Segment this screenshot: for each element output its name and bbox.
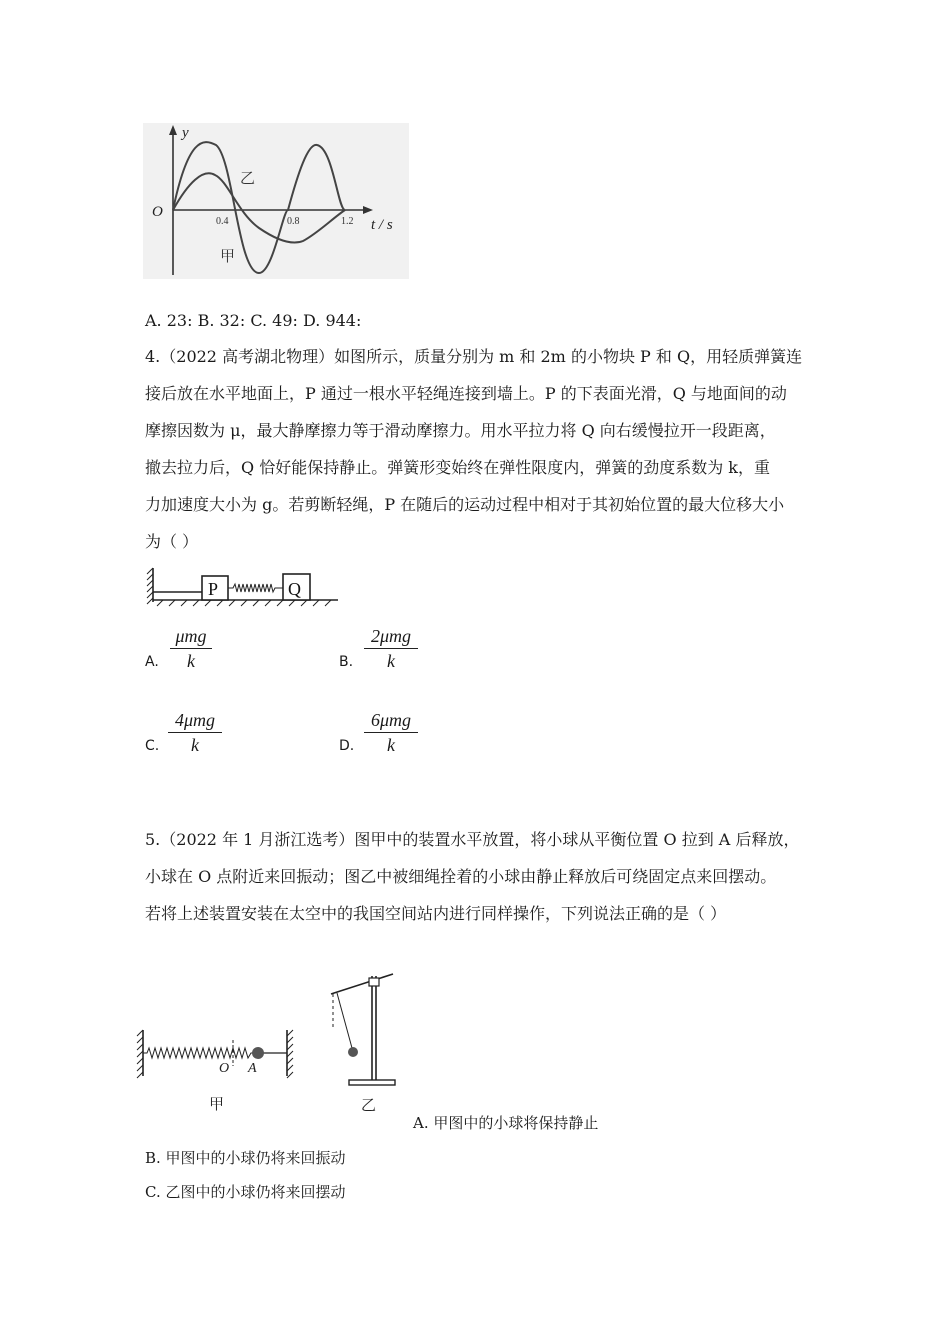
q4-option-d-fraction xyxy=(364,708,418,757)
q5-option-c: C. 乙图中的小球仍将来回摆动 xyxy=(145,1183,346,1201)
q4-line-6: 为（ ） xyxy=(145,532,199,551)
tick-label: 1.2 xyxy=(341,216,354,227)
stand-base xyxy=(349,1080,395,1085)
graph-background xyxy=(143,123,409,279)
q4-line-2: 接后放在水平地面上，P 通过一根水平轻绳连接到墙上。P 的下表面光滑，Q 与地面间的动 xyxy=(145,384,787,403)
clamp xyxy=(369,978,379,986)
q4-option-b-fraction xyxy=(364,624,418,673)
pendulum-ball xyxy=(348,1047,358,1057)
fraction-denominator: k xyxy=(387,735,395,755)
q5-line-1: 5.（2022 年 1 月浙江选考）图甲中的装置水平放置，将小球从平衡位置 O 拉到 A 后释放， xyxy=(145,830,800,849)
fraction-numerator: 6μmg xyxy=(364,708,418,733)
q4-line-5: 力加速度大小为 g。若剪断轻绳，P 在随后的运动过程中相对于其初始位置的最大位移大小 xyxy=(145,495,785,514)
fraction-numerator: 2μmg xyxy=(364,624,418,649)
fraction-denominator: k xyxy=(187,651,195,671)
q4-option-d-label: D. xyxy=(339,738,355,754)
curve-yi-label: 乙 xyxy=(240,171,256,187)
curve-jia-label: 甲 xyxy=(220,249,236,265)
q4-line-3: 摩擦因数为 μ，最大静摩擦力等于滑动摩擦力。用水平拉力将 Q 向右缓慢拉开一段距离， xyxy=(145,421,776,440)
wave-graph xyxy=(143,123,409,279)
pendulum-figure xyxy=(325,968,415,1116)
tick-label: 0.4 xyxy=(216,216,229,227)
y-axis-label: y xyxy=(182,125,189,141)
block-q-label: Q xyxy=(288,579,301,599)
caption-jia: 甲 xyxy=(209,1097,225,1113)
q5-line-3: 若将上述装置安装在太空中的我国空间站内进行同样操作，下列说法正确的是（ ） xyxy=(145,904,727,923)
q5-line-2: 小球在 O 点附近来回振动；图乙中被细绳拴着的小球由静止释放后可绕固定点来回摆动。 xyxy=(145,867,777,886)
fraction-numerator: μmg xyxy=(170,624,212,649)
spring xyxy=(228,584,283,592)
q4-line-4: 撤去拉力后，Q 恰好能保持静止。弹簧形变始终在弹性限度内，弹簧的劲度系数为 k，重 xyxy=(145,458,770,477)
fraction-numerator: 4μmg xyxy=(168,708,222,733)
label-a: A xyxy=(248,1061,257,1076)
q4-option-a-fraction xyxy=(170,624,212,673)
q4-option-b-label: B. xyxy=(339,654,354,670)
wall-hatch xyxy=(147,568,153,604)
q5-option-a: A. 甲图中的小球将保持静止 xyxy=(413,1114,599,1132)
string xyxy=(337,993,352,1048)
spring xyxy=(143,1048,253,1058)
q5-option-b: B. 甲图中的小球仍将来回振动 xyxy=(145,1149,346,1167)
caption-yi: 乙 xyxy=(361,1098,377,1114)
origin-label: O xyxy=(152,204,163,220)
spring-blocks-figure xyxy=(145,566,341,608)
q4-option-c-label: C. xyxy=(145,738,160,754)
crossbar xyxy=(331,974,393,994)
block-p-label: P xyxy=(208,579,219,599)
t-axis-label: t / s xyxy=(371,217,393,233)
q3-options: A. 23: B. 32: C. 49: D. 944: xyxy=(145,311,362,330)
label-o: O xyxy=(219,1061,230,1076)
fraction-denominator: k xyxy=(191,735,199,755)
spring-oscillator-figure xyxy=(135,1026,300,1116)
ground-hatch xyxy=(157,600,331,606)
ball xyxy=(252,1047,264,1059)
tick-label: 0.8 xyxy=(287,216,300,227)
q4-line-1: 4.（2022 高考湖北物理）如图所示，质量分别为 m 和 2m 的小物块 P 和 Q，用轻质弹簧连 xyxy=(145,347,803,366)
q4-option-c-fraction xyxy=(168,708,222,757)
q4-option-a-label: A. xyxy=(145,654,159,670)
left-wall-hatch xyxy=(137,1030,143,1078)
fraction-denominator: k xyxy=(387,651,395,671)
right-wall-hatch xyxy=(287,1030,293,1078)
